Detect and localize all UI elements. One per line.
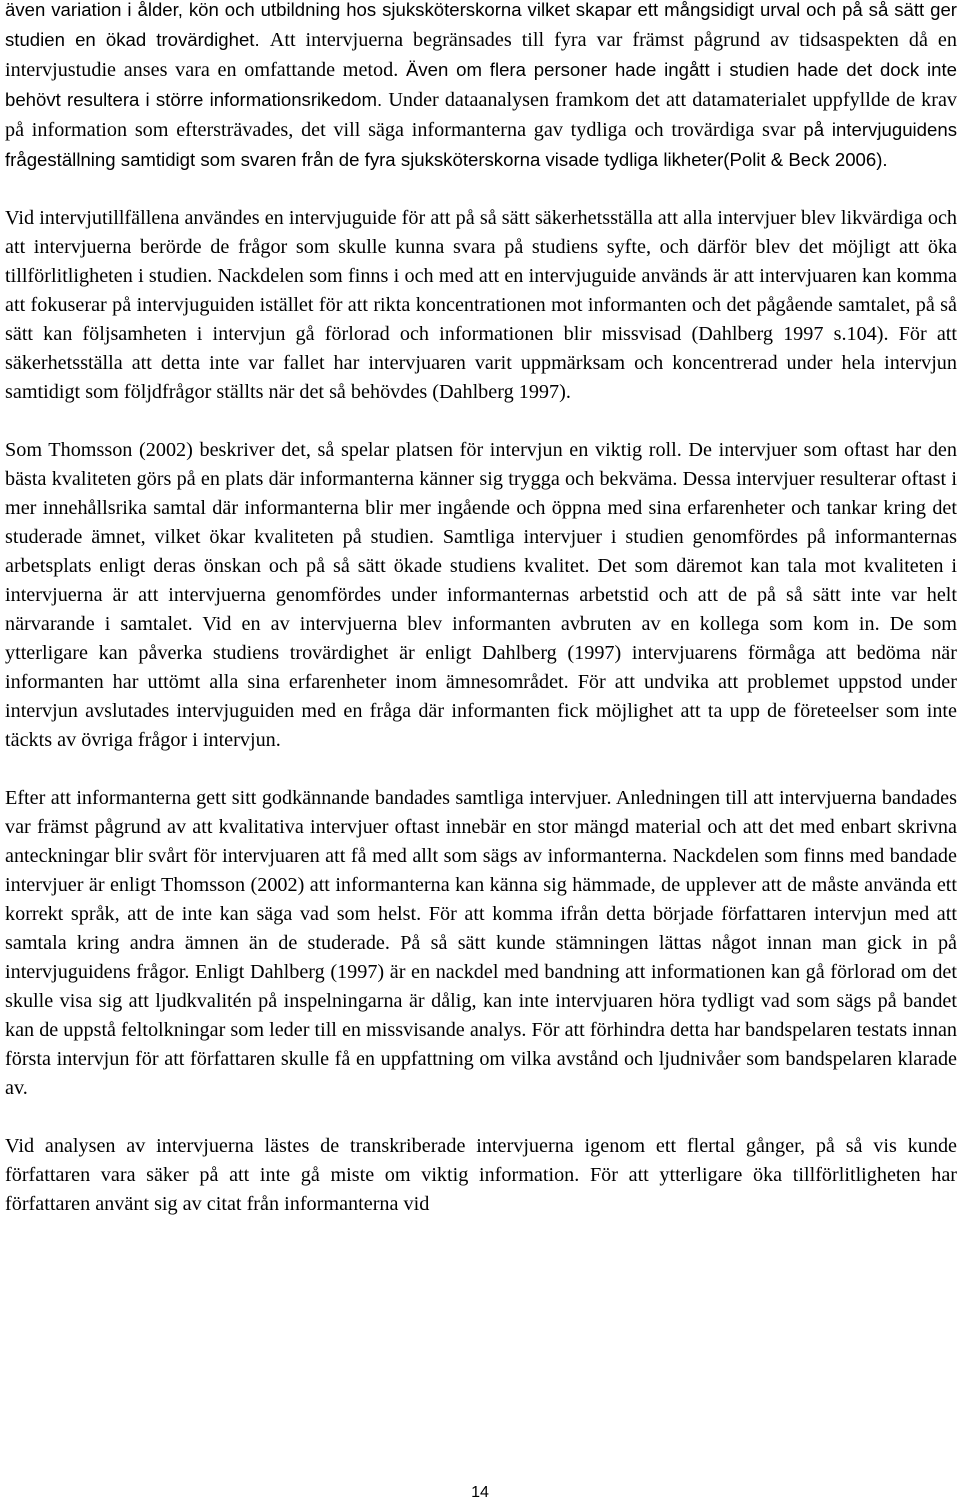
page-number: 14 xyxy=(471,1484,489,1501)
paragraph-text-segment: Vid intervjutillfällena användes en intervjuguide för att på så sätt säkerhetsställa att alla intervjuer blev likvärdiga och att intervjuerna berörde de frågor som skulle kunna svara på studiens syfte, och därför blev det möjligt att öka tillförlitligheten i studien. Nackdelen som finns i och med att en intervjuguide används är att intervjuaren kan komma att fokuserar på intervjuguiden istället för att rikta koncentrationen mot informanten och det pågående samtalet, på så sätt kan följsamheten i intervjun gå förlorad och informationen blir missvisad (Dahlberg 1997 s.104). För att säkerhetsställa att detta inte var fallet har intervjuaren varit uppmärksam och koncentrerad under hela intervjun samtidigt som följdfrågor ställts när det så behövdes (Dahlberg 1997). xyxy=(5,207,957,403)
paragraph-interview-guide xyxy=(5,204,957,407)
paragraph-spacer xyxy=(5,755,957,784)
paragraph-spacer xyxy=(5,1103,957,1132)
paragraph-text-segment: Efter att informanterna gett sitt godkännande bandades samtliga intervjuer. Anledningen till att intervjuerna bandades var främst pågrund av att kvalitativa intervjuer oftast innebär en stor mängd material och att det med enbart skrivna anteckningar blir svårt för intervjuaren att få med allt som sägs av informanterna. Nackdelen som finns med bandade intervjuer är enligt Thomsson (2002) att informanterna kan känna sig hämmade, de upplever att de måste använda ett korrekt språk, att de inte kan säga vad som helst. För att komma ifrån detta började författaren intervjun med att samtala kring andra ämnen än de studerade. På så sätt kunde stämningen lättas något innan man gick in på intervjuguidens frågor. Enligt Dahlberg (1997) är en nackdel med bandning att informationen kan gå förlorad om det skulle visa sig att ljudkvalitén på inspelningarna är dålig, kan inte intervjuaren höra tydligt vad som sägs på bandet kan de uppstå feltolkningar som leder till en missvisande analys. För att förhindra detta har bandspelaren testats innan första intervjun för att författaren skulle få en uppfattning om vilka avstånd och ljudnivåer som bandspelaren klarade av. xyxy=(5,787,957,1099)
paragraph-analysis xyxy=(5,1132,957,1219)
paragraph-text-segment: Även om flera personer hade ingått i studien hade det dock inte behövt resultera i större informationsrikedom. xyxy=(5,59,958,110)
paragraph-interview-location xyxy=(5,436,957,755)
paragraph-trustworthiness xyxy=(5,0,957,175)
paragraph-recording xyxy=(5,784,957,1103)
paragraph-text-segment: även variation i ålder, kön och utbildning hos sjuksköterskorna vilket skapar ett mångsidigt urval och på så sätt ger studien en ökad trovärdighet. xyxy=(5,0,957,50)
paragraph-spacer xyxy=(5,175,957,204)
paragraph-spacer xyxy=(5,407,957,436)
paragraph-text-segment: Som Thomsson (2002) beskriver det, så spelar platsen för intervjun en viktig roll. De intervjuer som oftast har den bästa kvaliteten görs på en plats där informanterna känner sig trygga och bekväma. Dessa intervjuer resulterar oftast i mer innehållsrika samtal där informanterna blir mer ingående och öppna med sina erfarenheter och tankar kring det studerade ämnet, vilket ökar kvaliteten på studien. Samtliga intervjuer i studien genomfördes på informanternas arbetsplats enligt deras önskan och på så sätt ökade studiens kvalitet. Det som däremot kan tala mot kvaliteten i intervjuerna är att intervjuerna genomfördes under informanternas arbetstid och att de på så sätt inte var helt närvarande i samtalet. Vid en av intervjuerna blev informanten avbruten av en kollega som kom in. De som ytterligare kan påverka studiens trovärdighet är enligt Dahlberg (1997) intervjuarens förmåga att bedöma när informanten har uttömt alla sina erfarenheter inom ämnesområdet. För att undvika att problemet uppstod under intervjun avslutades intervjuguiden med en fråga där informanten fick möjlighet att ta upp de företeelser som inte täckts av övriga frågor i intervjun. xyxy=(5,439,957,751)
paragraph-text-segment: Under dataanalysen framkom det att datamaterialet uppfyllde de krav på information som eftersträvades, det vill säga informanterna gav tydliga och trovärdiga svar xyxy=(5,89,958,141)
document-page xyxy=(5,0,957,1219)
paragraph-text-segment: på intervjuguidens frågeställning samtidigt som svaren från de fyra sjuksköterskorna visade tydliga likheter(Polit & Beck 2006). xyxy=(5,119,957,170)
paragraph-text-segment: Vid analysen av intervjuerna lästes de transkriberade intervjuerna igenom ett flertal gånger, på så vis kunde författaren vara säker på att inte gå miste om viktig information. För att ytterligare öka tillförlitligheten har författaren använt sig av citat från informanterna vid xyxy=(5,1135,957,1215)
paragraph-text-segment: Att intervjuerna begränsades till fyra var främst pågrund av tidsaspekten då en intervjustudie anses vara en omfattande metod. xyxy=(5,29,957,81)
